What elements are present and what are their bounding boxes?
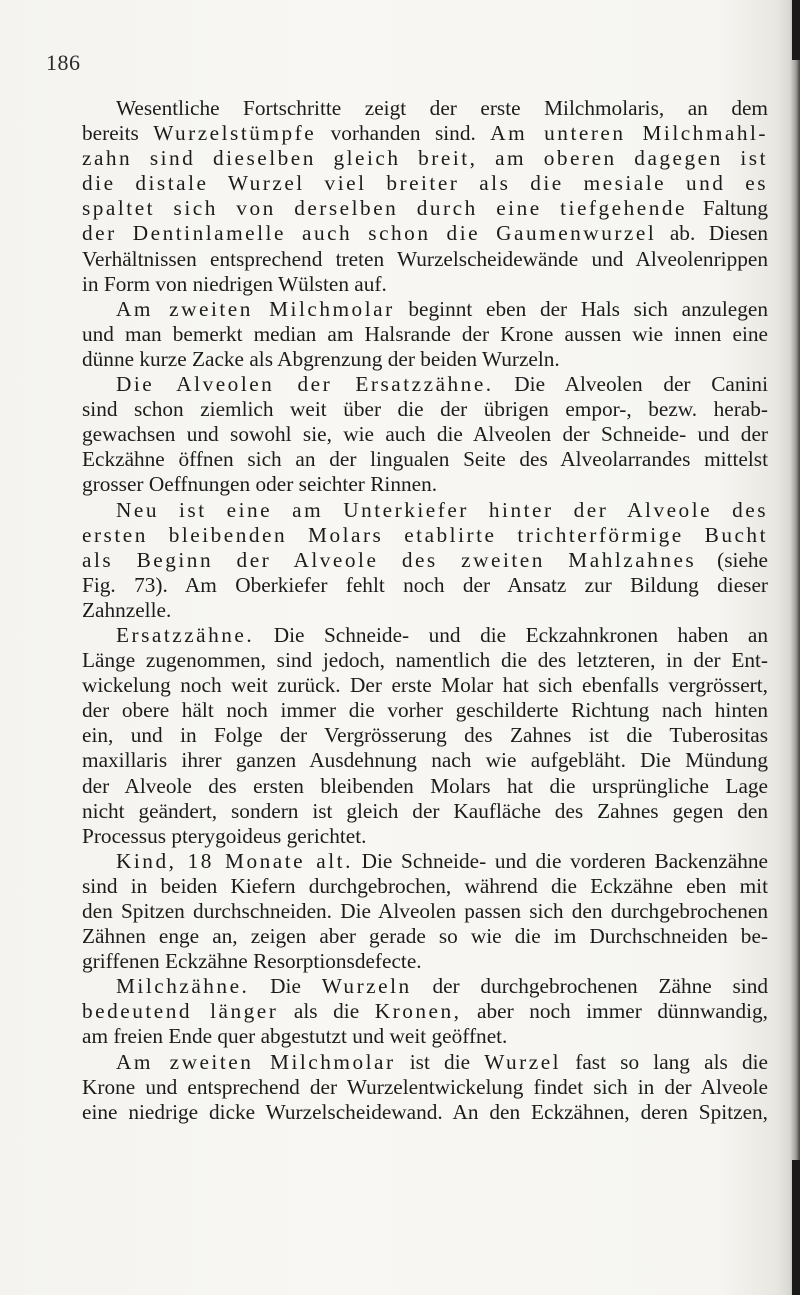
text-line: [82, 96, 768, 121]
text-line: [82, 422, 768, 447]
text-line: [82, 824, 768, 849]
text-line: [82, 1024, 768, 1049]
text-line: [82, 297, 768, 322]
page-edge-shadow: [790, 0, 800, 1295]
text-segment: gewachsen und sowohl sie, wie auch die Alveolen der: [82, 422, 601, 447]
text-segment: der durchgebrochenen Zähne sind: [411, 974, 768, 999]
text-segment: ist die: [395, 1049, 485, 1074]
text-line: [82, 573, 768, 598]
text-line: [82, 397, 768, 422]
text-line: [82, 999, 768, 1024]
spaced-emphasis-text: zahn sind dieselben gleich breit, am oberen dagegen ist: [82, 146, 768, 171]
text-line: [82, 899, 768, 924]
text-segment: bereits: [82, 121, 154, 146]
text-line: [82, 498, 768, 523]
text-line: [82, 974, 768, 999]
spaced-emphasis-text: bedeutend länger: [82, 999, 279, 1024]
text-line: [82, 548, 768, 573]
text-line: [82, 924, 768, 949]
text-line: [82, 673, 768, 698]
text-segment: dünne kurze Zacke als Abgrenzung der beiden Wurzeln.: [82, 346, 560, 371]
text-line: [82, 874, 768, 899]
text-line: [82, 799, 768, 824]
text-line: [82, 472, 768, 497]
text-segment: wickelung noch weit zurück. Der erste Molar hat sich ebenfalls vergrössert,: [82, 673, 768, 698]
text-line: [82, 221, 768, 246]
text-line: [82, 372, 768, 397]
text-segment: Verhältnissen entsprechend treten Wurzelscheidewände und Alveolenrippen: [82, 246, 768, 271]
text-segment: eine niedrige dicke Wurzelscheidewand. An den Eckzähnen, deren Spitzen,: [82, 1099, 768, 1124]
text-segment: und der: [686, 422, 768, 447]
body-text: [82, 96, 768, 1125]
spaced-emphasis-text: spaltet sich von derselben durch eine tiefgehende: [82, 196, 687, 221]
text-line: [82, 196, 768, 221]
text-segment: Länge zugenommen, sind jedoch, namentlich die des letzteren, in der Ent-: [82, 648, 768, 673]
text-segment: als die: [278, 999, 375, 1024]
text-segment: Faltung: [686, 196, 768, 221]
text-segment: sind in beiden Kiefern durchgebrochen, während die Eckzähne eben mit: [82, 873, 768, 898]
text-segment: beginnt eben der Hals sich anzulegen: [394, 296, 768, 321]
text-line: [82, 347, 768, 372]
text-line: [82, 698, 768, 723]
text-line: [82, 774, 768, 799]
spaced-emphasis-text: Milchzähne.: [116, 974, 250, 999]
spaced-emphasis-text: Wurzeln: [321, 974, 412, 999]
text-line: [82, 723, 768, 748]
spaced-emphasis-text: Am zweiten Milchmolar: [116, 1049, 396, 1074]
text-line: [82, 623, 768, 648]
text-line: [82, 447, 768, 472]
text-segment: Zahnzelle.: [82, 597, 172, 622]
text-segment: in Form von niedrigen Wülsten auf.: [82, 271, 387, 296]
text-segment: fast so lang als die: [561, 1049, 768, 1074]
text-line: [82, 748, 768, 773]
spaced-emphasis-text: Am unteren Milchmahl-: [490, 121, 769, 146]
text-segment: Krone und entsprechend der Wurzelentwickelung findet sich in der Alveole: [82, 1074, 768, 1099]
text-line: [82, 598, 768, 623]
text-segment: Schneide-: [601, 422, 687, 447]
text-segment: grosser Oeffnungen oder seichter Rinnen.: [82, 472, 438, 497]
text-segment: nicht geändert, sondern ist gleich der Kaufläche des Zahnes gegen den: [82, 798, 768, 823]
text-segment: Die: [249, 974, 322, 999]
spaced-emphasis-text: Ersatzzähne.: [116, 622, 255, 647]
text-segment: Die Schneide- und die Eckzahnkronen haben an: [254, 622, 768, 647]
text-segment: Eckzähne öffnen sich an der lingualen Seite des Alveolarrandes mittelst: [82, 447, 768, 472]
text-segment: der obere hält noch immer die vorher geschilderte Richtung nach hinten: [82, 698, 768, 723]
text-segment: und man bemerkt median am Halsrande der Krone aussen wie innen eine: [82, 321, 768, 346]
page-edge-mark: [792, 1160, 800, 1295]
text-segment: griffenen Eckzähne Resorptionsdefecte.: [82, 949, 422, 974]
text-line: [82, 121, 768, 146]
text-line: [82, 949, 768, 974]
text-segment: der Alveole des ersten bleibenden Molars hat die ursprüngliche Lage: [82, 773, 768, 798]
text-segment: aber noch immer dünnwandig,: [461, 999, 768, 1024]
page-number: 186: [46, 50, 81, 75]
text-line: [82, 171, 768, 196]
text-segment: Die Schneide- und die vorderen Backenzähne: [352, 848, 769, 873]
text-segment: ab. Diesen: [656, 221, 769, 246]
spaced-emphasis-text: Die Alveolen der Ersatzzähne.: [116, 372, 494, 397]
spaced-emphasis-text: als Beginn der Alveole des zweiten Mahlzahnes: [82, 547, 697, 572]
text-segment: vorhanden sind.: [316, 121, 491, 146]
text-segment: Processus pterygoideus gerichtet.: [82, 823, 367, 848]
text-segment: ein, und in Folge der Vergrösserung des Zahnes ist die Tuberositas: [82, 723, 768, 748]
text-segment: (siehe: [696, 547, 769, 572]
text-line: [82, 648, 768, 673]
text-line: [82, 247, 768, 272]
text-line: [82, 849, 768, 874]
text-segment: Wesentliche Fortschritte zeigt der erste Milchmolaris, an dem: [116, 96, 768, 120]
text-segment: sind schon ziemlich weit über die der übrigen empor-, bezw. herab-: [82, 397, 768, 422]
spaced-emphasis-text: Kind, 18 Monate alt.: [116, 848, 353, 873]
text-line: [82, 146, 768, 171]
spaced-emphasis-text: ersten bleibenden Molars etablirte trichterförmige Bucht: [82, 522, 768, 547]
text-segment: den Spitzen durchschneiden. Die Alveolen passen sich den durchgebrochenen: [82, 899, 768, 923]
text-line: [82, 272, 768, 297]
text-segment: Die Alveolen der Canini: [493, 372, 768, 397]
spaced-emphasis-text: Am zweiten Milchmolar: [116, 296, 395, 321]
text-line: [82, 322, 768, 347]
text-segment: maxillaris ihrer ganzen Ausdehnung nach wie aufgebläht. Die Mündung: [82, 748, 768, 773]
page-edge-mark: [792, 0, 800, 60]
spaced-emphasis-text: Wurzelstümpfe: [153, 121, 317, 146]
text-line: [82, 523, 768, 548]
text-segment: Zähnen enge an, zeigen aber gerade so wie die im Durchschneiden be-: [82, 924, 768, 949]
text-line: [82, 1050, 768, 1075]
text-segment: Fig. 73). Am Oberkiefer fehlt noch der Ansatz zur Bildung dieser: [82, 572, 768, 597]
spaced-emphasis-text: der Dentinlamelle auch schon die Gaumenwurzel: [82, 221, 657, 246]
text-line: [82, 1075, 768, 1100]
text-line: [82, 1100, 768, 1125]
text-segment: am freien Ende quer abgestutzt und weit geöffnet.: [82, 1024, 508, 1049]
spaced-emphasis-text: Kronen,: [374, 999, 462, 1024]
spaced-emphasis-text: Neu ist eine am Unterkiefer hinter der Alveole des: [116, 497, 768, 522]
spaced-emphasis-text: die distale Wurzel viel breiter als die mesiale und es: [82, 171, 768, 196]
spaced-emphasis-text: Wurzel: [484, 1049, 562, 1074]
